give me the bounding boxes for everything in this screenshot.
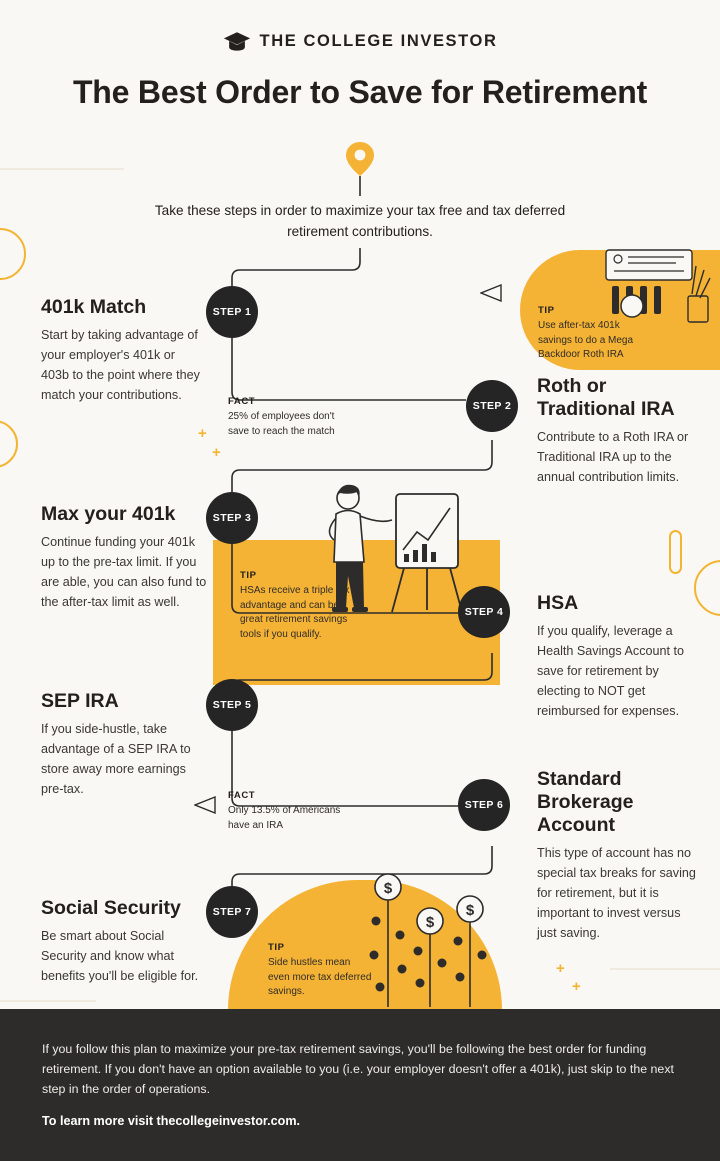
callout-text-5: Side hustles mean even more tax deferred savings. xyxy=(268,957,372,997)
step-body-6: This type of account has no special tax breaks for saving for retirement, but it is important to invest versus just saving. xyxy=(537,846,696,940)
step-badge-2[interactable]: STEP 2 xyxy=(466,380,518,432)
callout-label-5: TIP xyxy=(268,942,285,953)
callout-text-3: HSAs receive a triple tax advantage and can be great retirement savings tools if you qualify. xyxy=(240,585,350,640)
step-heading-1: 401k Match xyxy=(41,296,147,318)
callout-label-1: TIP xyxy=(538,305,555,316)
decorative-plus-2: + xyxy=(212,444,221,461)
step-body-1: Start by taking advantage of your employer's 401k or 403b to the point where they match your contributions. xyxy=(41,328,200,402)
callout-label-3: TIP xyxy=(240,570,257,581)
step-badge-1[interactable]: STEP 1 xyxy=(206,286,258,338)
callout-label-2: FACT xyxy=(228,396,256,407)
footer-body: If you follow this plan to maximize your pre-tax retirement savings, you'll be following the best order for funding retirement. If you don't have an option available to you (i.e. your employer doesn't offer a 401k), just skip to the next step in the order of operations. xyxy=(42,1042,674,1097)
triangle-marker-icon-1 xyxy=(480,284,502,302)
step-section-2 xyxy=(537,375,697,488)
callout-label-4: FACT xyxy=(228,790,256,801)
triangle-marker-icon-2 xyxy=(194,796,216,814)
step-section-6 xyxy=(537,768,697,943)
step-body-7: Be smart about Social Security and know what benefits you'll be eligible for. xyxy=(41,929,199,983)
step-section-5 xyxy=(41,690,201,800)
step-heading-7: Social Security xyxy=(41,897,181,919)
step-badge-5[interactable]: STEP 5 xyxy=(206,679,258,731)
callout-fact-1 xyxy=(228,396,354,439)
step-body-3: Continue funding your 401k up to the pre-tax limit. If you are able, you can also fund to the after-tax limit as well. xyxy=(41,535,207,609)
callout-tip-2 xyxy=(240,570,356,642)
intro-text: Take these steps in order to maximize your tax free and tax deferred retirement contributions. xyxy=(154,203,566,240)
svg-text:$: $ xyxy=(465,902,475,919)
step-body-2: Contribute to a Roth IRA or Traditional IRA up to the annual contribution limits. xyxy=(537,430,689,484)
callout-text-4: Only 13.5% of Americans have an IRA xyxy=(228,805,341,831)
step-heading-3: Max your 401k xyxy=(41,503,176,525)
brand-name: THE COLLEGE INVESTOR xyxy=(259,31,498,50)
step-section-3 xyxy=(41,503,209,613)
step-body-5: If you side-hustle, take advantage of a SEP IRA to store away more earnings pre-tax. xyxy=(41,722,191,796)
decorative-plus-1: + xyxy=(198,425,207,442)
callout-text-2: 25% of employees don't save to reach the match xyxy=(228,411,335,437)
decorative-plus-3: + xyxy=(556,960,565,977)
footer xyxy=(0,1009,720,1161)
step-badge-4[interactable]: STEP 4 xyxy=(458,586,510,638)
svg-text:$: $ xyxy=(425,914,435,931)
step-heading-5: SEP IRA xyxy=(41,690,119,712)
step-badge-6[interactable]: STEP 6 xyxy=(458,779,510,831)
callout-text-1: Use after-tax 401k savings to do a Mega Backdoor Roth IRA xyxy=(538,320,634,360)
step-heading-6: Standard Brokerage Account xyxy=(537,768,634,836)
step-section-1 xyxy=(41,296,201,406)
step-badge-3[interactable]: STEP 3 xyxy=(206,492,258,544)
step-section-7 xyxy=(41,897,203,987)
step-body-4: If you qualify, leverage a Health Savings Account to save for retirement by electing to NOT get reimbursed for expenses. xyxy=(537,624,685,718)
step-section-4 xyxy=(537,592,701,721)
svg-text:$: $ xyxy=(383,880,393,897)
footer-cta[interactable]: To learn more visit thecollegeinvestor.com. xyxy=(42,1114,301,1128)
decorative-plus-4: + xyxy=(572,978,581,995)
page-title: The Best Order to Save for Retirement xyxy=(72,74,648,110)
step-heading-2: Roth or Traditional IRA xyxy=(537,375,675,420)
callout-tip-3 xyxy=(268,942,372,1000)
step-badge-7[interactable]: STEP 7 xyxy=(206,886,258,938)
callout-fact-2 xyxy=(228,790,350,833)
callout-tip-1 xyxy=(538,305,646,363)
step-heading-4: HSA xyxy=(537,592,579,614)
